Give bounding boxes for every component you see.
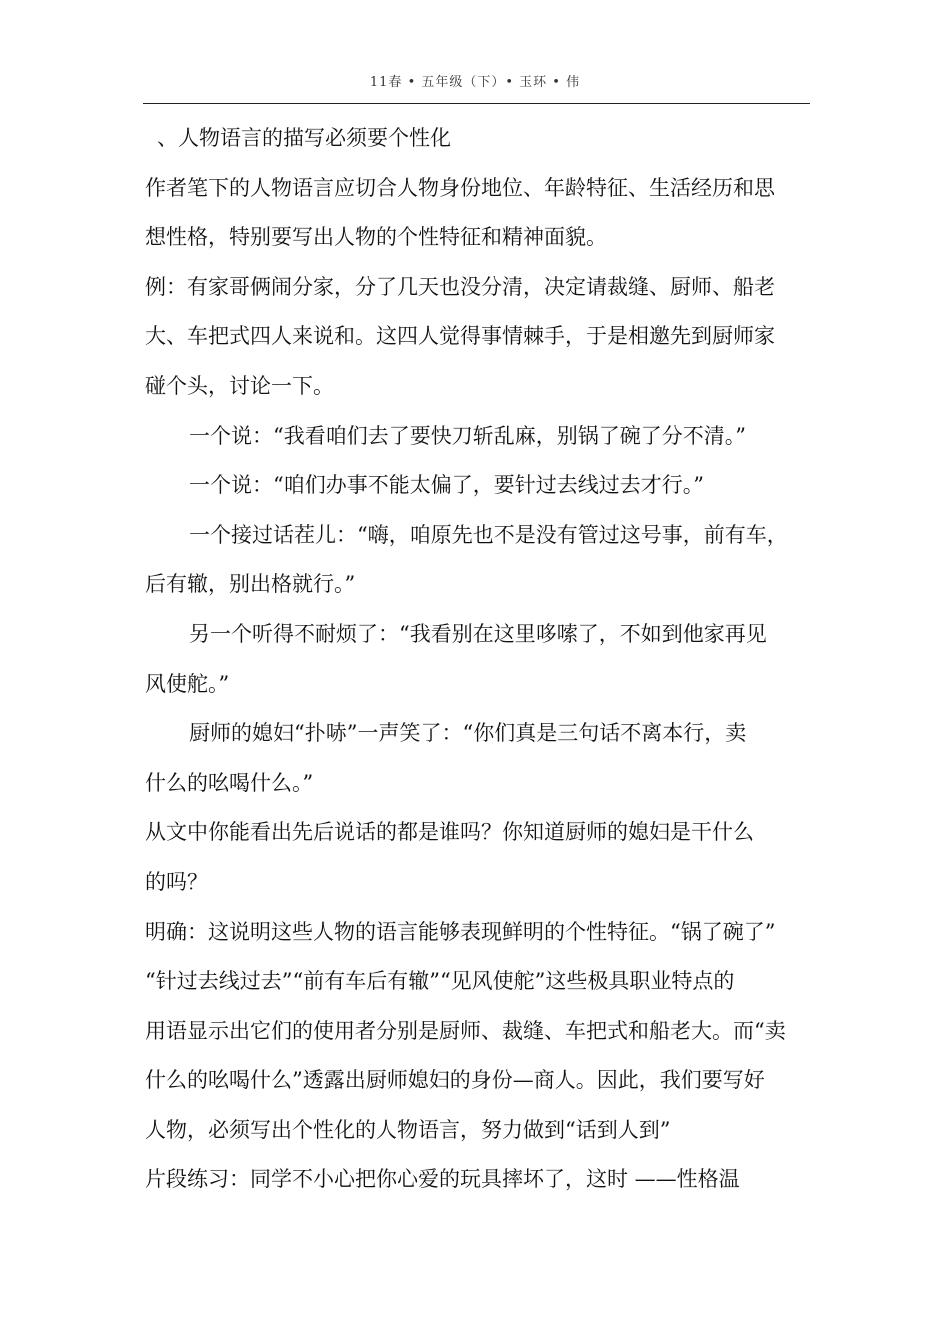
text-line: 明确：这说明这些人物的语言能够表现鲜明的个性特征。“锅了碗了”: [145, 919, 776, 944]
text-line: 想性格，特别要写出人物的个性特征和精神面貌。: [145, 225, 607, 250]
text-line: 大、车把式四人来说和。这四人觉得事情棘手，于是相邀先到厨师家: [145, 324, 775, 349]
text-line: 碰个头，讨论一下。: [145, 373, 334, 398]
text-line: 后有辙，别出格就行。”: [145, 572, 356, 597]
text-line: 厨师的媳妇“扑哧”一声笑了：“你们真是三句话不离本行，卖: [189, 721, 747, 746]
text-line: 作者笔下的人物语言应切合人物身份地位、年龄特征、生活经历和思: [145, 175, 775, 200]
section-heading: 、人物语言的描写必须要个性化: [157, 126, 451, 150]
header-divider: [143, 103, 810, 104]
text-line: 例：有家哥俩闹分家，分了几天也没分清，决定请裁缝、厨师、船老: [145, 274, 775, 299]
text-line: 一个说：“我看咱们去了要快刀斩乱麻，别锅了碗了分不清。”: [189, 423, 746, 448]
text-line: 风使舵。”: [145, 671, 230, 696]
text-line: 一个接过话茬儿：“嗨，咱原先也不是没有管过这号事，前有车，: [189, 522, 788, 547]
text-line: 从文中你能看出先后说话的都是谁吗？你知道厨师的媳妇是干什么: [145, 820, 754, 845]
text-line: 片段练习：同学不小心把你心爱的玩具摔坏了，这时 ——性格温: [145, 1167, 740, 1192]
text-line: 什么的吆喝什么”透露出厨师媳妇的身份—商人。因此，我们要写好: [145, 1068, 765, 1093]
text-line: “针过去线过去”“前有车后有辙”“见风使舵”这些极具职业特点的: [145, 969, 735, 994]
text-line: 什么的吆喝什么。”: [145, 770, 314, 795]
document-body: [145, 114, 811, 1205]
text-line: 的吗？: [145, 869, 208, 894]
text-line: 人物，必须写出个性化的人物语言，努力做到“话到人到”: [145, 1117, 671, 1142]
text-line: 用语显示出它们的使用者分别是厨师、裁缝、车把式和船老大。而“卖: [145, 1018, 786, 1043]
text-line: 一个说：“咱们办事不能太偏了，要针过去线过去才行。”: [189, 473, 704, 498]
text-line: 另一个听得不耐烦了：“我看别在这里哆嗦了，不如到他家再见: [189, 621, 767, 646]
page-header: 11春 • 五年级（下）• 玉环 • 伟: [369, 75, 581, 90]
